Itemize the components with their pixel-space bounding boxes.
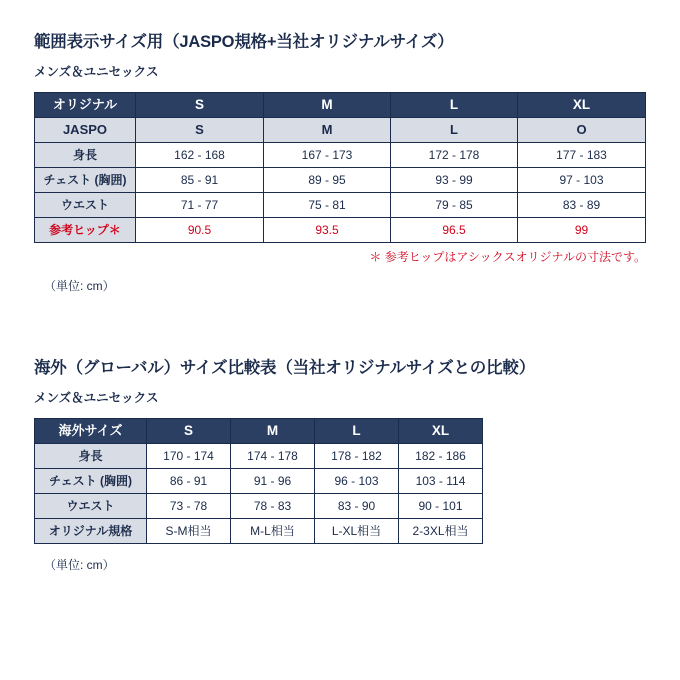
header-cell-s: S	[136, 93, 264, 118]
cell-hip-l: 96.5	[391, 218, 518, 243]
cell-waist-m: 78 - 83	[231, 494, 315, 519]
cell-waist-xl: 83 - 89	[518, 193, 646, 218]
subheader-cell-jaspo: JASPO	[35, 118, 136, 143]
table-row	[35, 193, 646, 218]
table-row	[35, 444, 483, 469]
cell-hip-m: 93.5	[264, 218, 391, 243]
cell-chest-m: 89 - 95	[264, 168, 391, 193]
cell-original-spec-m: M-L相当	[231, 519, 315, 544]
cell-original-spec-l: L-XL相当	[315, 519, 399, 544]
cell-height-l: 178 - 182	[315, 444, 399, 469]
subheader-cell-m: M	[264, 118, 391, 143]
table-row	[35, 218, 646, 243]
cell-waist-xl: 90 - 101	[399, 494, 483, 519]
cell-waist-l: 79 - 85	[391, 193, 518, 218]
section-2-title: 海外（グローバル）サイズ比較表（当社オリジナルサイズとの比較）	[34, 359, 536, 377]
section-1-subtitle: メンズ＆ユニセックス	[34, 65, 159, 79]
cell-original-spec-xl: 2-3XL相当	[399, 519, 483, 544]
section-1-title: 範囲表示サイズ用（JASPO規格+当社オリジナルサイズ）	[34, 33, 454, 51]
section-2-subtitle: メンズ＆ユニセックス	[34, 391, 159, 405]
table-row	[35, 494, 483, 519]
table-header-row	[35, 93, 646, 118]
table-header-row	[35, 419, 483, 444]
section-spacer	[34, 300, 646, 330]
unit-note-1: （単位: cm）	[44, 279, 115, 293]
table-row	[35, 469, 483, 494]
global-size-table	[34, 418, 483, 544]
row-label-chest: チェスト (胸囲)	[35, 469, 147, 494]
subheader-cell-l: L	[391, 118, 518, 143]
cell-height-xl: 177 - 183	[518, 143, 646, 168]
header-cell-s: S	[147, 419, 231, 444]
cell-height-m: 174 - 178	[231, 444, 315, 469]
cell-chest-xl: 97 - 103	[518, 168, 646, 193]
cell-waist-s: 71 - 77	[136, 193, 264, 218]
table-subheader-row	[35, 118, 646, 143]
unit-note-2: （単位: cm）	[44, 558, 115, 572]
header-cell-global: 海外サイズ	[35, 419, 147, 444]
cell-waist-l: 83 - 90	[315, 494, 399, 519]
header-cell-l: L	[315, 419, 399, 444]
cell-original-spec-s: S-M相当	[147, 519, 231, 544]
cell-height-m: 167 - 173	[264, 143, 391, 168]
header-cell-xl: XL	[518, 93, 646, 118]
header-cell-original: オリジナル	[35, 93, 136, 118]
subheader-cell-o: O	[518, 118, 646, 143]
table-row	[35, 168, 646, 193]
table-row	[35, 143, 646, 168]
cell-chest-m: 91 - 96	[231, 469, 315, 494]
cell-chest-l: 93 - 99	[391, 168, 518, 193]
cell-chest-l: 96 - 103	[315, 469, 399, 494]
cell-waist-m: 75 - 81	[264, 193, 391, 218]
row-label-height: 身長	[35, 143, 136, 168]
header-cell-xl: XL	[399, 419, 483, 444]
row-label-original-spec: オリジナル規格	[35, 519, 147, 544]
row-label-hip: 参考ヒップ＊	[35, 218, 136, 243]
section-domestic-sizes	[34, 28, 646, 294]
row-label-waist: ウエスト	[35, 494, 147, 519]
header-cell-l: L	[391, 93, 518, 118]
hip-footnote: ＊ 参考ヒップはアシックスオリジナルの寸法です。	[369, 250, 646, 264]
header-cell-m: M	[264, 93, 391, 118]
header-cell-m: M	[231, 419, 315, 444]
cell-hip-s: 90.5	[136, 218, 264, 243]
cell-height-l: 172 - 178	[391, 143, 518, 168]
cell-chest-s: 85 - 91	[136, 168, 264, 193]
table-row	[35, 519, 483, 544]
section-global-sizes	[34, 354, 646, 573]
cell-chest-xl: 103 - 114	[399, 469, 483, 494]
cell-height-s: 162 - 168	[136, 143, 264, 168]
cell-height-s: 170 - 174	[147, 444, 231, 469]
row-label-waist: ウエスト	[35, 193, 136, 218]
domestic-size-table	[34, 92, 646, 243]
cell-height-xl: 182 - 186	[399, 444, 483, 469]
row-label-chest: チェスト (胸囲)	[35, 168, 136, 193]
row-label-height: 身長	[35, 444, 147, 469]
subheader-cell-s: S	[136, 118, 264, 143]
cell-hip-xl: 99	[518, 218, 646, 243]
cell-waist-s: 73 - 78	[147, 494, 231, 519]
cell-chest-s: 86 - 91	[147, 469, 231, 494]
